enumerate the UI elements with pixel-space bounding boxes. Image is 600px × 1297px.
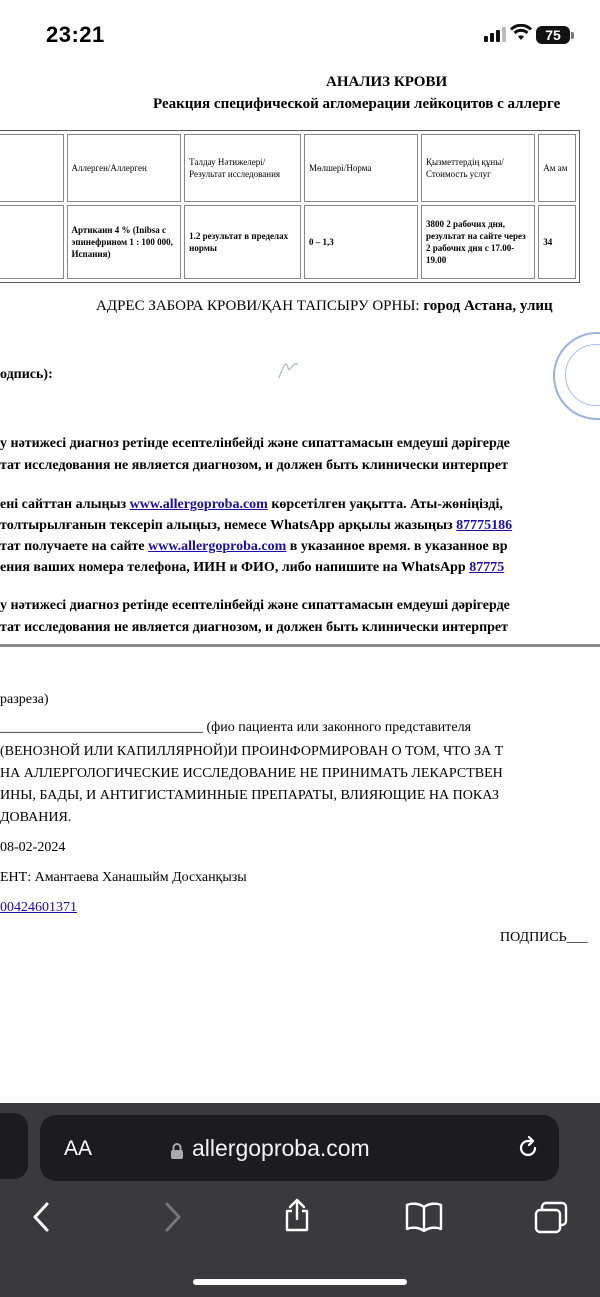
safari-toolbar (0, 1103, 600, 1297)
home-indicator[interactable] (193, 1279, 407, 1285)
allergoproba-link[interactable]: www.allergoproba.com (129, 497, 268, 512)
consent-line-2: НА АЛЛЕРГОЛОГИЧЕСКИЕ ИССЛЕДОВАНИЕ НЕ ПРИНИМАТЬ ЛЕКАРСТВЕН (0, 766, 503, 781)
whatsapp-phone-link[interactable]: 87775 (469, 560, 505, 575)
table-header-row (0, 134, 576, 202)
site-kz-pre: ені сайттан алыңыз (0, 497, 127, 512)
document-viewport[interactable] (0, 70, 600, 1110)
site-line-kz (0, 497, 503, 513)
phone-line (0, 900, 77, 916)
signature-label: одпись): (0, 367, 53, 382)
cell-allergen: Артикаин 4 % (Inibsa с эпинефрином 1 : 100 000, Испания) (67, 205, 182, 279)
check-line-ru (0, 560, 504, 576)
wifi-icon (510, 24, 532, 47)
site-ru-pre: тат получаете на сайте (0, 539, 145, 554)
address-label: АДРЕС ЗАБОРА КРОВИ/ҚАН ТАПСЫРУ ОРНЫ: (96, 298, 420, 314)
date: 08-02-2024 (0, 840, 66, 855)
patient-phone-link[interactable]: 00424601371 (0, 900, 77, 915)
whatsapp-phone-link[interactable]: 87775186 (456, 518, 513, 533)
table-empty-cell (0, 205, 64, 279)
site-kz-post: көрсетілген уақытта. Аты-жөніңізді, (271, 497, 503, 512)
consent-line-4: ДОВАНИЯ. (0, 810, 72, 825)
back-icon[interactable] (30, 1201, 54, 1238)
status-time: 23:21 (46, 22, 105, 47)
stamp-seal-icon (553, 332, 600, 420)
signature-icon (276, 358, 302, 387)
section-divider (0, 644, 600, 647)
page-subtitle: Реакция специфической агломерации лейкоцитов с аллерге (153, 96, 561, 112)
table-header-cost: Қызметтердің құны/ Стоимость услуг (421, 134, 535, 202)
lock-icon (170, 1139, 184, 1166)
cell-amount: 34 (538, 205, 576, 279)
signature-footer: ПОДПИСЬ___ (500, 930, 588, 945)
check-line-kz (0, 518, 512, 534)
note2-ru: тат исследования не является диагнозом, и должен быть клинически интерпрет (0, 620, 509, 635)
consent-line-1: (ВЕНОЗНОЙ ИЛИ КАПИЛЛЯРНОЙ)И ПРОИНФОРМИРОВАН О ТОМ, ЧТО ЗА Т (0, 744, 504, 759)
bookmarks-icon[interactable] (404, 1201, 444, 1238)
note2-kz: у нәтижесі диагноз ретінде есептелінбейді және сипаттамасын емдеуші дәрігерде (0, 598, 510, 613)
results-table (0, 130, 580, 283)
reader-settings-button[interactable]: AA (64, 1137, 93, 1160)
page-title: АНАЛИЗ КРОВИ (326, 74, 448, 90)
status-bar (0, 0, 600, 70)
table-header-amount: Ам ам (538, 134, 576, 202)
allergoproba-link[interactable]: www.allergoproba.com (148, 539, 287, 554)
forward-icon[interactable] (160, 1201, 184, 1238)
check-ru-pre: ения ваших номера телефона, ИИН и ФИО, либо напишите на WhatsApp (0, 560, 466, 575)
table-header-result: Талдау Нәтижелері/ Результат исследования (184, 134, 301, 202)
cell-result: 1.2 результат в пределах нормы (184, 205, 301, 279)
table-empty-cell (0, 134, 64, 202)
site-ru-post: в указанное время. в указанное вр (289, 539, 508, 554)
note1-kz: у нәтижесі диагноз ретінде есептелінбейді және сипаттамасын емдеуші дәрігерде (0, 436, 510, 451)
reload-icon[interactable] (515, 1135, 541, 1166)
previous-tab-preview[interactable] (0, 1113, 28, 1179)
cell-norm: 0 – 1,3 (304, 205, 418, 279)
share-icon[interactable] (282, 1197, 312, 1238)
battery-icon: 75 (536, 26, 570, 44)
patient-name: ЕНТ: Амантаева Ханашыйм Досханқызы (0, 870, 247, 885)
tabs-icon[interactable] (533, 1201, 569, 1240)
url-domain: allergoproba.com (192, 1135, 370, 1161)
address-bar[interactable] (40, 1115, 559, 1181)
table-row (0, 205, 576, 279)
cell-cost: 3800 2 рабочих дня, результат на сайте через 2 рабочих дня с 17.00-19.00 (421, 205, 535, 279)
address-value: город Астана, улиц (423, 298, 553, 314)
note1-ru: тат исследования не является диагнозом, и должен быть клинически интерпрет (0, 458, 509, 473)
consent-line-3: ИНЫ, БАДЫ, И АНТИГИСТАМИННЫЕ ПРЕПАРАТЫ, ВЛИЯЮЩИЕ НА ПОКАЗ (0, 788, 499, 803)
table-header-norm: Мөлшері/Норма (304, 134, 418, 202)
address-line (96, 298, 553, 315)
site-line-ru (0, 539, 508, 555)
url-text[interactable] (192, 1135, 370, 1162)
cut-label: разреза) (0, 692, 49, 707)
check-kz-pre: толтырылғанын тексеріп алыңыз, немесе WhatsApp арқылы жазыңыз (0, 518, 453, 533)
table-header-allergen: Аллерген/Аллерген (67, 134, 182, 202)
fio-line: _____________________________ (фио пациента или законного представителя (0, 720, 472, 735)
cellular-signal-icon (484, 26, 506, 47)
